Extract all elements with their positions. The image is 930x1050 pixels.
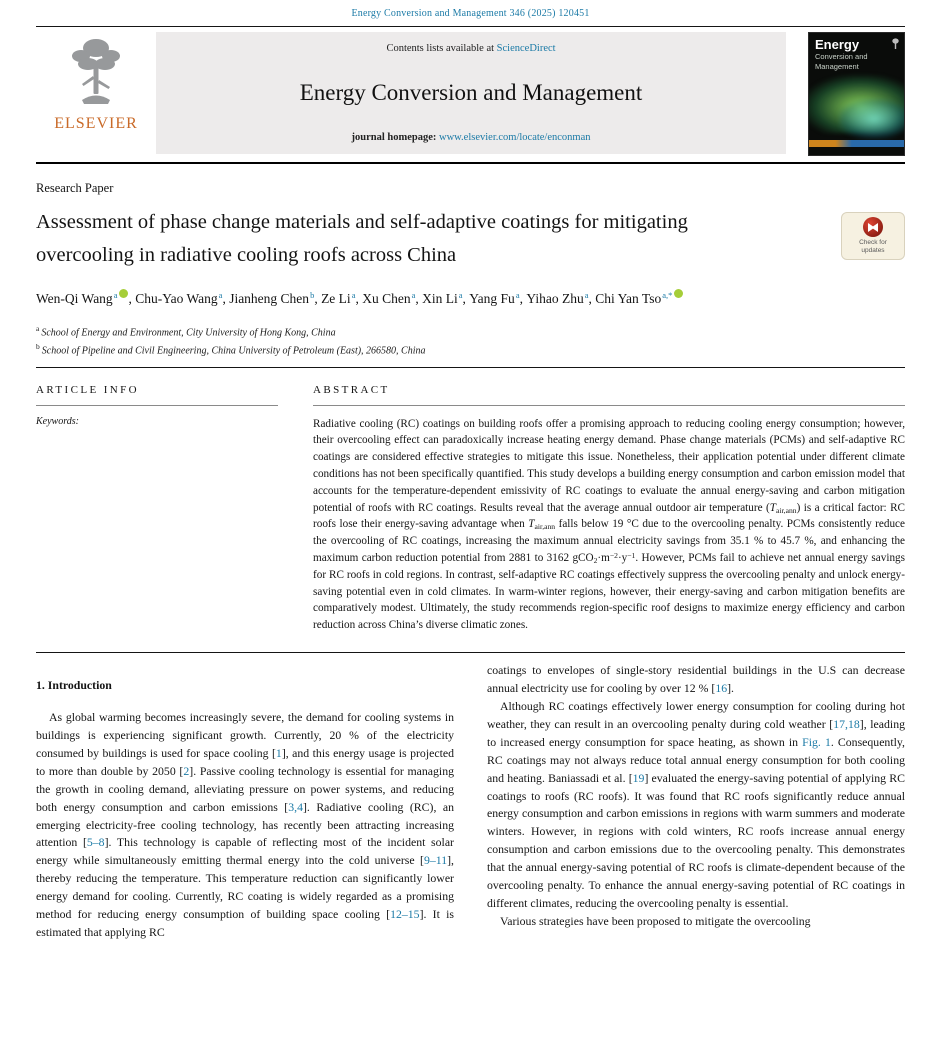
body-paragraph: Although RC coatings effectively lower energy consumption for cooling during hot weather, they can result in an overcooling penalty during cold weather [17,18], leading to increased energy consumption for space heating, as shown in Fig. 1. Consequently, RC coatings may not always reduce total annual energy consumption for both cooling and heating. Baniassadi et al. [19] evaluated the energy-saving potential of applying RC coatings to roofs (RC roofs). It was found that RC roofs significantly reduce annual energy consumption and carbon emissions in regions with warm summers and moderate winters. However, in regions with cold winters, RC roofs increase annual energy consumption and carbon emissions due to the overcooling penalty. This demonstrates that the annual energy-saving potential of RC roofs is climate-dependent because of the overcooling penalty. To enhance the annual energy-saving potential of RC coatings in different climates, reducing the overcooling penalty is essential. — [487, 698, 905, 911]
keywords-label: Keywords: — [36, 415, 79, 427]
author — [362, 291, 422, 306]
author-affiliation-sup: a — [458, 289, 463, 300]
cover-elsevier-mark-icon — [891, 37, 900, 49]
author-separator: , — [462, 291, 470, 307]
cover-title — [815, 38, 868, 71]
author — [595, 291, 683, 306]
cover-artwork-glow2 — [839, 99, 905, 139]
elsevier-tree-icon — [64, 34, 128, 113]
cover-title-line1: Energy — [815, 37, 860, 52]
top-rule — [36, 26, 905, 27]
masthead-center — [156, 32, 786, 154]
author-list — [36, 287, 866, 311]
author-name: Ze Li — [321, 291, 351, 307]
author-separator: , — [588, 291, 596, 307]
citation-link[interactable]: 1 — [275, 745, 282, 760]
section-heading-introduction: 1. Introduction — [36, 678, 112, 693]
journal-masthead — [36, 32, 905, 154]
check-for-updates-badge[interactable] — [841, 212, 905, 260]
citation-link[interactable]: Fig. 1 — [802, 734, 831, 749]
citation-link[interactable]: 12–15 — [390, 907, 420, 922]
article-type-label: Research Paper — [36, 181, 114, 195]
author-affiliation-sup: b — [310, 289, 315, 300]
body-paragraph: Various strategies have been proposed to mitigate the overcooling — [500, 913, 811, 928]
journal-citation-link[interactable]: Energy Conversion and Management 346 (2025) 120451 — [351, 8, 590, 19]
author — [36, 291, 135, 306]
cover-bottom-strip — [809, 140, 904, 147]
author-separator: , — [355, 291, 363, 307]
citation-link[interactable]: 17,18 — [833, 716, 860, 731]
body-column-left — [36, 662, 454, 942]
elsevier-wordmark: ELSEVIER — [54, 115, 138, 132]
homepage-line — [351, 132, 590, 143]
author-separator: , — [415, 291, 423, 307]
affiliation-sup: b — [36, 342, 40, 352]
masthead-bottom-rule — [36, 162, 905, 164]
journal-cover-thumbnail[interactable] — [808, 32, 905, 156]
author-separator: , — [519, 291, 527, 307]
author-separator: , — [222, 291, 230, 307]
author — [321, 291, 362, 306]
abstract-column — [313, 380, 905, 634]
author — [422, 291, 469, 306]
check-for-updates-label: Check for updates — [859, 239, 887, 255]
author-affiliation-sup: a — [411, 289, 416, 300]
affiliation-text: School of Energy and Environment, City University of Hong Kong, China — [41, 327, 336, 339]
author-affiliation-sup: a — [515, 289, 520, 300]
author-name: Yang Fu — [469, 291, 515, 307]
author-affiliation-sup: a — [351, 289, 356, 300]
affiliation — [36, 323, 905, 341]
author-affiliation-sup: a — [113, 289, 118, 300]
sciencedirect-link[interactable]: ScienceDirect — [496, 43, 556, 54]
author — [526, 291, 595, 306]
body-paragraph: coatings to envelopes of single-story residential buildings in the U.S can decrease annual electricity use for cooling by over 12 % [16]. — [487, 663, 905, 695]
citation-link[interactable]: 19 — [632, 770, 645, 785]
author-name: Chi Yan Tso — [595, 291, 662, 307]
abstract-text: Radiative cooling (RC) coatings on building roofs offer a promising approach to reducing cooling energy consumption; however, their overcooling effect can paradoxically increase heating energy demand. Phase change materials (PCMs) and self-adaptive RC coatings are considered effective strategies to mitigate this issue. Nonetheless, their application potential under different climate conditions has not been specifically quantified. This study develops a building energy consumption and carbon emission model that accounts for the temperature-dependent emissivity of RC coatings to evaluate the annual energy-saving and carbon mitigation potential of roofs with RC coatings. Results reveal that the average annual outdoor air temperature (Tair,ann) is a critical factor: RC roofs lose their energy-saving advantage when Tair,ann falls below 19 °C due to the overcooling penalty. PCMs consistently reduce the overcooling of RC coatings, increasing the maximum annual electricity savings from 35.1 % to 45.7 %, and enhancing the maximum carbon reduction potential from 2881 to 3162 $gCO2\cdot m^{-2}\cdot y^{-1}$. However, PCMs fail to achieve net annual energy savings for RC roofs in cold regions. In contrast, self-adaptive RC coatings effectively suppress the overcooling penalty and unlock energy-saving potential even in cold climates. In warm-winter regions, however, their energy-saving and carbon mitigation benefits are comparatively modest. Ultimately, the study recommends region-specific roof designs to maximize energy efficiency and carbon reduction across China’s diverse climatic zones. — [313, 417, 906, 632]
citation-link[interactable]: 3,4 — [288, 799, 303, 814]
body-column-right — [487, 662, 905, 942]
author-affiliation-sup: a — [584, 289, 589, 300]
affiliation-text: School of Pipeline and Civil Engineering, China University of Petroleum (East), 266580, China — [41, 345, 426, 357]
author-affiliation-sup: a,* — [662, 289, 673, 300]
author — [135, 291, 229, 306]
affiliation-list — [36, 323, 905, 360]
author-separator: , — [314, 291, 322, 307]
author-name: Xu Chen — [362, 291, 411, 307]
journal-title: Energy Conversion and Management — [299, 80, 643, 105]
article-info-column — [36, 380, 278, 634]
affiliation-sup: a — [36, 324, 40, 334]
intro-paragraph: As global warming becomes increasingly severe, the demand for cooling systems in buildings is experiencing significant growth. Currently, 20 % of the electricity consumed by buildings is used for space cooling [1], and this energy usage is projected to more than double by 2050 [2]. Passive cooling technology is essential for managing the growth in cooling demand, alleviating pressure on power systems, and reducing both energy consumption and carbon emissions [3,4]. Radiative cooling (RC), an emerging electricity-free cooling technology, has recently been attracting increasing attention [5–8]. This technology is capable of reflecting most of the incident solar energy while simultaneously emitting thermal energy into the cold universe [9–11], thereby reducing the temperature. This temperature reduction can significantly lower energy demand for cooling. Currently, RC coating is widely regarded as a promising method for reducing energy consumption of building space cooling [12–15]. It is estimated that applying RC — [36, 710, 454, 940]
author-separator: , — [128, 291, 136, 307]
contents-line — [386, 43, 555, 54]
article-info-heading: ARTICLE INFO — [36, 380, 278, 406]
citation-link[interactable]: 9–11 — [423, 853, 448, 868]
abstract-heading: ABSTRACT — [313, 380, 905, 406]
cover-title-line2: Conversion and — [815, 52, 868, 62]
citation-link[interactable]: 5–8 — [86, 835, 105, 850]
author-name: Yihao Zhu — [526, 291, 584, 307]
homepage-label: journal homepage: — [351, 132, 439, 143]
author-name: Jianheng Chen — [229, 291, 310, 307]
contents-text: Contents lists available at — [386, 43, 497, 54]
affiliation — [36, 341, 905, 359]
orcid-icon[interactable] — [674, 289, 683, 298]
cover-title-line3: Management — [815, 61, 859, 71]
author — [469, 291, 526, 306]
elsevier-logo[interactable] — [36, 32, 156, 154]
crossmark-icon — [863, 217, 883, 237]
author-name: Xin Li — [422, 291, 458, 307]
article-title: Assessment of phase change materials and self-adaptive coatings for mitigating overcooling in radiative cooling roofs across China — [36, 211, 688, 267]
homepage-link[interactable]: www.elsevier.com/locate/enconman — [438, 132, 591, 143]
citation-link[interactable]: 16 — [715, 681, 728, 695]
author-name: Chu-Yao Wang — [135, 291, 218, 307]
citation-link[interactable]: 2 — [183, 763, 190, 778]
section-divider-bottom — [36, 652, 905, 653]
author — [229, 291, 321, 306]
author-affiliation-sup: a — [218, 289, 223, 300]
author-name: Wen-Qi Wang — [36, 291, 113, 307]
